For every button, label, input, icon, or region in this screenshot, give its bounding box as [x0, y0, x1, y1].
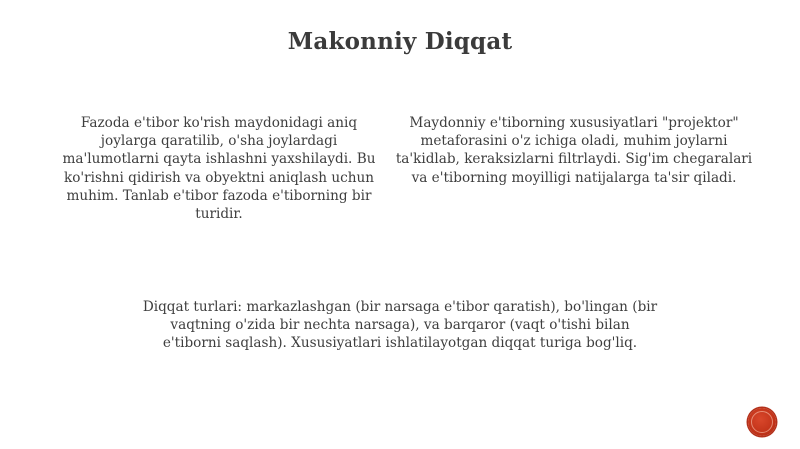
- next-slide-button[interactable]: [748, 408, 776, 436]
- right-text-block: Maydonniy e'tiborning xususiyatlari "projektor" metaforasini o'z ichiga oladi, muhim joylarni ta'kidlab, keraksizlarni filtrlaydi. Sig'im chegaralari va e'tiborning moyilligi natijalarga ta'sir qiladi.: [395, 115, 753, 186]
- bottom-text-block: Diqqat turlari: markazlashgan (bir narsaga e'tibor qaratish), bo'lingan (bir vaqtning o'zida bir nechta narsaga), va barqaror (vaqt o'tishi bilan e'tiborni saqlash). Xususiyatlari ishlatilayotgan diqqat turiga bog'liq.: [142, 299, 658, 352]
- next-slide-circle-icon: [751, 411, 773, 433]
- left-text-block: Fazoda e'tibor ko'rish maydonidagi aniq joylarga qaratilib, o'sha joylardagi ma'lumotlarni qayta ishlashni yaxshilaydi. Bu ko'rishni qidirish va obyektni aniqlash uchun muhim. Tanlab e'tibor fazoda e'tiborning bir turidir.: [62, 115, 376, 223]
- slide-title: Makonniy Diqqat: [287, 28, 513, 55]
